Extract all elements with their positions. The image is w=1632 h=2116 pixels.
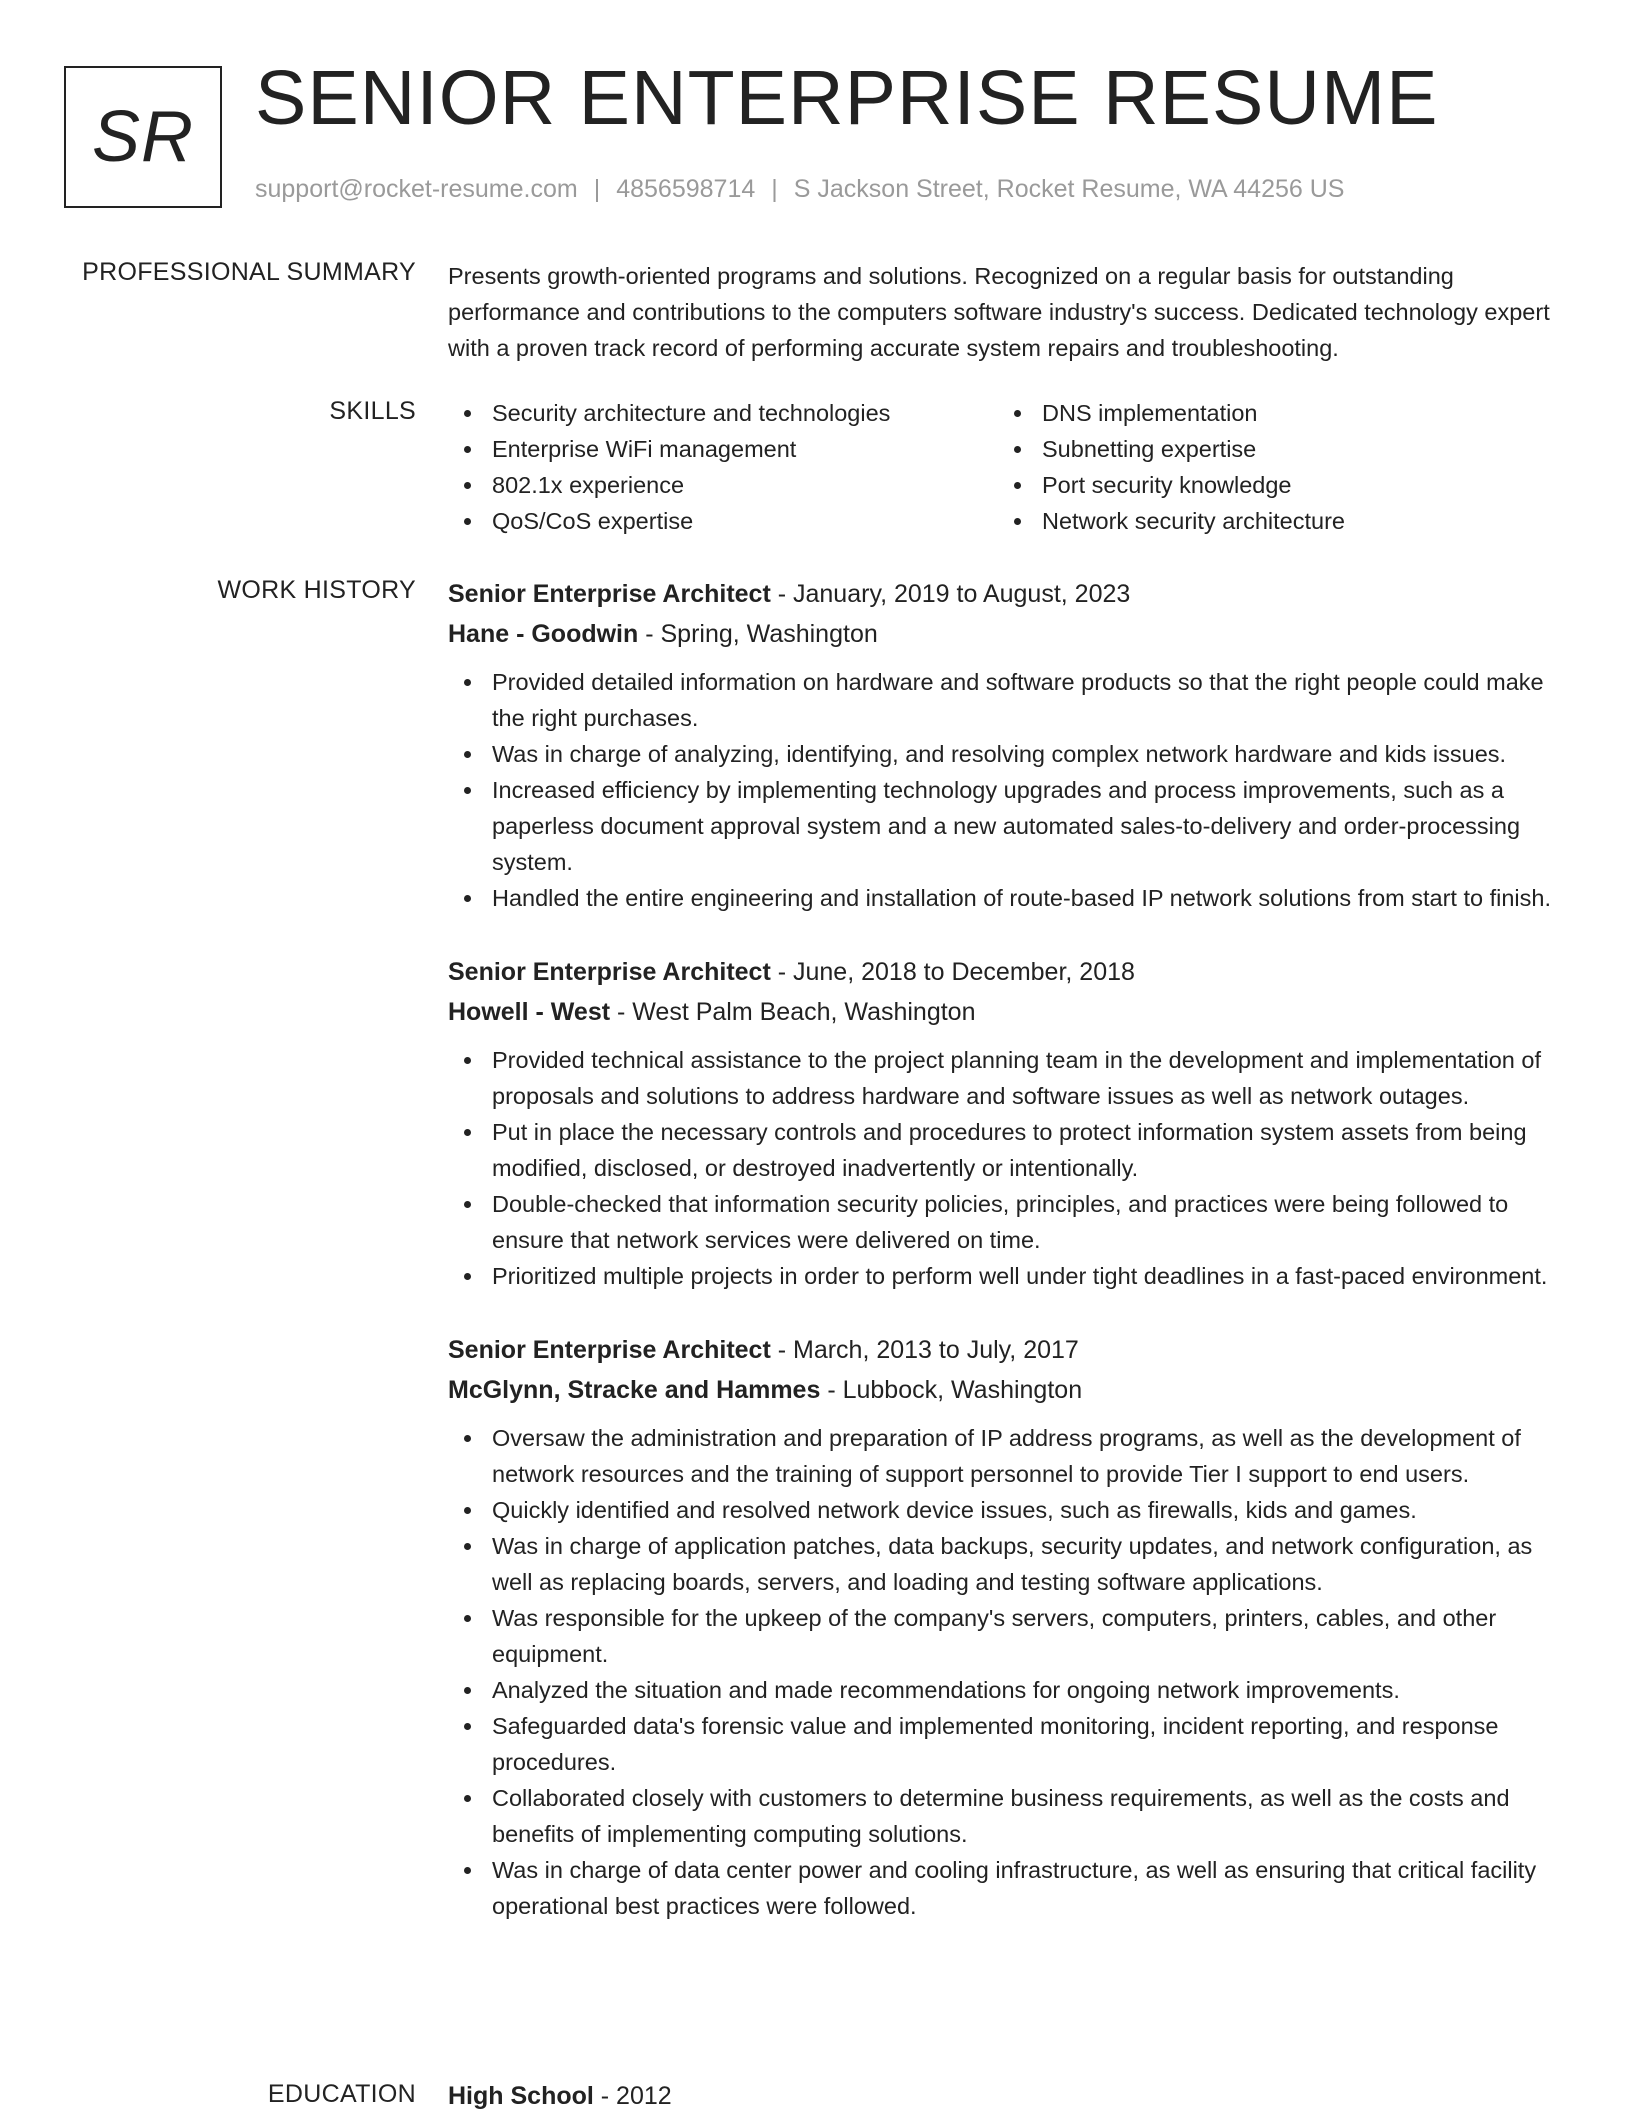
skill-item: Subnetting expertise [998, 431, 1345, 467]
education-degree: High School [448, 2082, 594, 2110]
job-entry [448, 574, 1568, 916]
job-bullet: Was responsible for the upkeep of the company's servers, computers, printers, cables, and other equipment. [448, 1600, 1568, 1672]
job-title-line [448, 574, 1568, 614]
education-line [448, 2076, 1568, 2116]
skill-item: QoS/CoS expertise [448, 503, 998, 539]
education-year: - 2012 [593, 2082, 672, 2110]
job-bullet: Put in place the necessary controls and procedures to protect information system assets from being modified, disclosed, or destroyed inadvertently or intentionally. [448, 1114, 1568, 1186]
skill-item: Security architecture and technologies [448, 395, 998, 431]
job-company-line [448, 992, 1568, 1032]
job-company-line [448, 614, 1568, 654]
section-label-work: WORK HISTORY [217, 576, 416, 604]
skills-column-1 [448, 395, 998, 539]
job-company-line [448, 1370, 1568, 1410]
job-bullets [448, 1420, 1568, 1924]
job-title: Senior Enterprise Architect [448, 580, 771, 608]
section-label-education: EDUCATION [267, 2080, 416, 2108]
contact-phone: 4856598714 [616, 175, 756, 203]
resume-title: SENIOR ENTERPRISE RESUME [255, 55, 1439, 141]
job-title: Senior Enterprise Architect [448, 1336, 771, 1364]
work-history-section [448, 574, 1568, 1960]
job-company: McGlynn, Stracke and Hammes [448, 1376, 821, 1404]
job-title: Senior Enterprise Architect [448, 958, 771, 986]
job-bullet: Oversaw the administration and preparation of IP address programs, as well as the development of network resources and the training of support personnel to provide Tier I support to end users. [448, 1420, 1568, 1492]
job-dates: - June, 2018 to December, 2018 [770, 958, 1135, 986]
job-bullet: Safeguarded data's forensic value and implemented monitoring, incident reporting, and response procedures. [448, 1708, 1568, 1780]
skill-item: DNS implementation [998, 395, 1345, 431]
skill-item: 802.1x experience [448, 467, 998, 503]
summary-text: Presents growth-oriented programs and solutions. Recognized on a regular basis for outstanding performance and contributions to the computers software industry's success. Dedicated technology expert with a proven track record of performing accurate system repairs and troubleshooting. [448, 263, 1550, 361]
job-title-line [448, 1330, 1568, 1370]
contact-line [255, 175, 1344, 204]
job-bullet: Increased efficiency by implementing technology upgrades and process improvements, such as a paperless document approval system and a new automated sales-to-delivery and order-processing system. [448, 772, 1568, 880]
job-bullet: Quickly identified and resolved network device issues, such as firewalls, kids and games. [448, 1492, 1568, 1528]
skill-item: Enterprise WiFi management [448, 431, 998, 467]
job-bullets [448, 664, 1568, 916]
summary-section [448, 258, 1568, 366]
job-entry [448, 1330, 1568, 1924]
skill-item: Network security architecture [998, 503, 1345, 539]
contact-email: support@rocket-resume.com [255, 175, 578, 203]
job-company: Hane - Goodwin [448, 620, 639, 648]
skills-section [448, 395, 1568, 539]
job-bullet: Was in charge of data center power and cooling infrastructure, as well as ensuring that critical facility operational best practices were followed. [448, 1852, 1568, 1924]
job-dates: - March, 2013 to July, 2017 [770, 1336, 1079, 1364]
job-location: - West Palm Beach, Washington [610, 998, 976, 1026]
job-title-line [448, 952, 1568, 992]
job-bullet: Collaborated closely with customers to determine business requirements, as well as the costs and benefits of implementing computing solutions. [448, 1780, 1568, 1852]
job-location: - Lubbock, Washington [820, 1376, 1083, 1404]
monogram-badge [64, 66, 222, 208]
skills-column-2 [998, 395, 1345, 539]
job-bullet: Prioritized multiple projects in order to perform well under tight deadlines in a fast-paced environment. [448, 1258, 1568, 1294]
job-bullet: Provided technical assistance to the project planning team in the development and implementation of proposals and solutions to address hardware and software issues as well as network outages. [448, 1042, 1568, 1114]
contact-separator: | [593, 175, 601, 203]
skill-item: Port security knowledge [998, 467, 1345, 503]
section-label-skills: SKILLS [329, 397, 416, 425]
education-section [448, 2076, 1568, 2116]
job-bullet: Was in charge of analyzing, identifying, and resolving complex network hardware and kids issues. [448, 736, 1568, 772]
section-label-summary: PROFESSIONAL SUMMARY [82, 258, 416, 286]
job-bullet: Provided detailed information on hardware and software products so that the right people could make the right purchases. [448, 664, 1568, 736]
job-bullet: Was in charge of application patches, data backups, security updates, and network configuration, as well as replacing boards, servers, and loading and testing software applications. [448, 1528, 1568, 1600]
job-dates: - January, 2019 to August, 2023 [770, 580, 1131, 608]
job-bullet: Handled the entire engineering and installation of route-based IP network solutions from start to finish. [448, 880, 1568, 916]
contact-separator: | [771, 175, 778, 203]
job-company: Howell - West [448, 998, 611, 1026]
job-location: - Spring, Washington [638, 620, 878, 648]
job-bullet: Analyzed the situation and made recommendations for ongoing network improvements. [448, 1672, 1568, 1708]
job-entry [448, 952, 1568, 1294]
job-bullet: Double-checked that information security policies, principles, and practices were being followed to ensure that network services were delivered on time. [448, 1186, 1568, 1258]
monogram-text: SR [91, 97, 195, 177]
contact-address: S Jackson Street, Rocket Resume, WA 44256 US [793, 175, 1345, 203]
job-bullets [448, 1042, 1568, 1294]
